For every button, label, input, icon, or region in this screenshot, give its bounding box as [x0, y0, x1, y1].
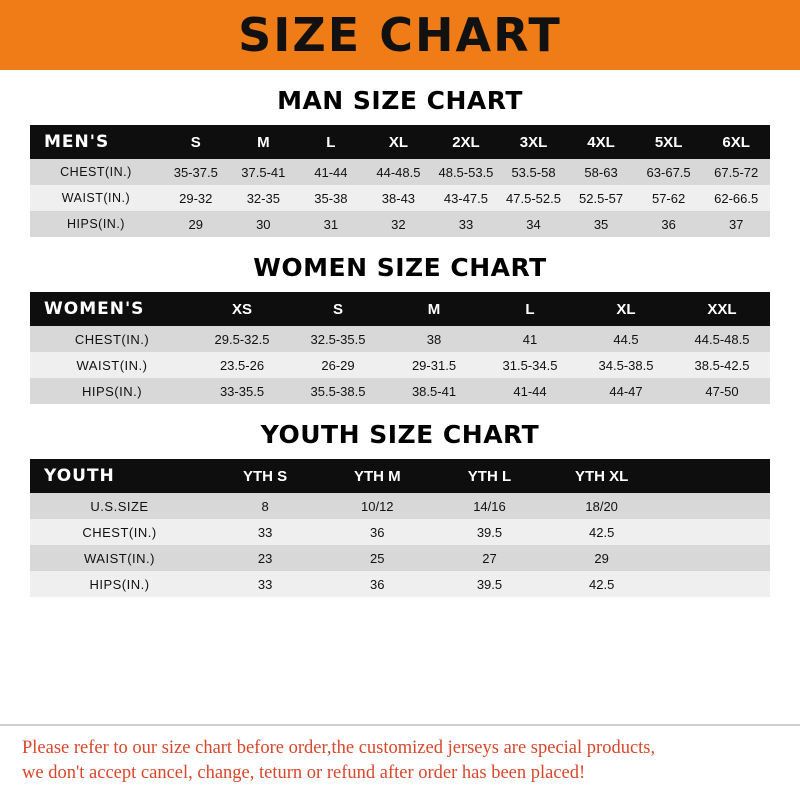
men-cell-0-5: 53.5-58: [500, 159, 568, 185]
youth-cell-0-4: [658, 493, 770, 519]
youth-row-1-label: CHEST(IN.): [30, 519, 209, 545]
youth-cell-2-4: [658, 545, 770, 571]
women-row-0-label: CHEST(IN.): [30, 326, 194, 352]
men-cell-0-1: 37.5-41: [230, 159, 298, 185]
women-cell-2-1: 35.5-38.5: [290, 378, 386, 404]
youth-col-1: YTH M: [321, 459, 433, 493]
table-row: [30, 211, 770, 237]
women-table-body: [30, 326, 770, 404]
youth-cell-0-3: 18/20: [546, 493, 658, 519]
youth-col-4: [658, 459, 770, 493]
youth-cell-0-1: 10/12: [321, 493, 433, 519]
men-cell-0-3: 44-48.5: [365, 159, 433, 185]
table-row: [30, 571, 770, 597]
women-cell-0-5: 44.5-48.5: [674, 326, 770, 352]
table-row: [30, 352, 770, 378]
table-header-row: [30, 459, 770, 493]
men-row-2-label: HIPS(IN.): [30, 211, 162, 237]
men-section-title: MAN SIZE CHART: [277, 86, 523, 115]
men-cell-2-5: 34: [500, 211, 568, 237]
women-cell-0-1: 32.5-35.5: [290, 326, 386, 352]
women-cell-2-5: 47-50: [674, 378, 770, 404]
women-col-3: L: [482, 292, 578, 326]
youth-cell-3-1: 36: [321, 571, 433, 597]
men-cell-0-8: 67.5-72: [702, 159, 770, 185]
women-col-1: S: [290, 292, 386, 326]
men-size-table: [30, 125, 770, 237]
women-table-head: [30, 292, 770, 326]
women-col-2: M: [386, 292, 482, 326]
men-col-3: XL: [365, 125, 433, 159]
youth-cell-1-4: [658, 519, 770, 545]
men-cell-2-3: 32: [365, 211, 433, 237]
women-cell-1-5: 38.5-42.5: [674, 352, 770, 378]
men-cell-1-0: 29-32: [162, 185, 230, 211]
youth-cell-1-0: 33: [209, 519, 321, 545]
footer-disclaimer: [0, 724, 800, 800]
youth-table-head: [30, 459, 770, 493]
youth-cell-1-2: 39.5: [433, 519, 545, 545]
men-cell-1-4: 43-47.5: [432, 185, 500, 211]
table-header-row: [30, 125, 770, 159]
women-cell-1-0: 23.5-26: [194, 352, 290, 378]
table-row: [30, 326, 770, 352]
men-cell-1-2: 35-38: [297, 185, 365, 211]
men-col-7: 5XL: [635, 125, 703, 159]
youth-row-3-label: HIPS(IN.): [30, 571, 209, 597]
table-row: [30, 519, 770, 545]
women-cell-1-4: 34.5-38.5: [578, 352, 674, 378]
youth-cell-0-2: 14/16: [433, 493, 545, 519]
men-cell-2-2: 31: [297, 211, 365, 237]
men-cell-1-3: 38-43: [365, 185, 433, 211]
men-cell-2-8: 37: [702, 211, 770, 237]
women-cell-1-3: 31.5-34.5: [482, 352, 578, 378]
youth-col-2: YTH L: [433, 459, 545, 493]
men-cell-2-6: 35: [567, 211, 635, 237]
men-header-label: MEN'S: [30, 125, 162, 159]
women-cell-2-4: 44-47: [578, 378, 674, 404]
women-cell-2-2: 38.5-41: [386, 378, 482, 404]
youth-cell-3-0: 33: [209, 571, 321, 597]
women-col-0: XS: [194, 292, 290, 326]
men-col-4: 2XL: [432, 125, 500, 159]
women-cell-0-0: 29.5-32.5: [194, 326, 290, 352]
women-cell-2-0: 33-35.5: [194, 378, 290, 404]
men-col-6: 4XL: [567, 125, 635, 159]
men-cell-0-7: 63-67.5: [635, 159, 703, 185]
men-cell-1-8: 62-66.5: [702, 185, 770, 211]
women-cell-1-2: 29-31.5: [386, 352, 482, 378]
table-row: [30, 493, 770, 519]
women-cell-1-1: 26-29: [290, 352, 386, 378]
table-row: [30, 378, 770, 404]
men-cell-2-0: 29: [162, 211, 230, 237]
youth-cell-3-3: 42.5: [546, 571, 658, 597]
youth-row-2-label: WAIST(IN.): [30, 545, 209, 571]
men-cell-0-4: 48.5-53.5: [432, 159, 500, 185]
women-cell-2-3: 41-44: [482, 378, 578, 404]
men-cell-0-6: 58-63: [567, 159, 635, 185]
men-cell-2-1: 30: [230, 211, 298, 237]
chart-content: [0, 70, 800, 724]
footer-line-2: we don't accept cancel, change, teturn or refund after order has been placed!: [22, 763, 586, 784]
men-cell-1-7: 57-62: [635, 185, 703, 211]
women-header-label: WOMEN'S: [30, 292, 194, 326]
women-cell-0-2: 38: [386, 326, 482, 352]
youth-size-table: [30, 459, 770, 597]
men-col-0: S: [162, 125, 230, 159]
table-row: [30, 185, 770, 211]
youth-col-3: YTH XL: [546, 459, 658, 493]
youth-cell-1-3: 42.5: [546, 519, 658, 545]
youth-table-body: [30, 493, 770, 597]
men-table-body: [30, 159, 770, 237]
youth-cell-0-0: 8: [209, 493, 321, 519]
men-cell-0-2: 41-44: [297, 159, 365, 185]
youth-col-0: YTH S: [209, 459, 321, 493]
men-cell-0-0: 35-37.5: [162, 159, 230, 185]
header-banner: [0, 0, 800, 70]
women-section-title: WOMEN SIZE CHART: [253, 253, 547, 282]
youth-section-title: YOUTH SIZE CHART: [260, 420, 540, 449]
women-size-table: [30, 292, 770, 404]
men-cell-1-1: 32-35: [230, 185, 298, 211]
men-col-5: 3XL: [500, 125, 568, 159]
men-cell-1-6: 52.5-57: [567, 185, 635, 211]
youth-cell-2-3: 29: [546, 545, 658, 571]
youth-cell-2-2: 27: [433, 545, 545, 571]
men-table-head: [30, 125, 770, 159]
footer-line-1: Please refer to our size chart before order,the customized jerseys are special products,: [22, 738, 656, 759]
youth-row-0-label: U.S.SIZE: [30, 493, 209, 519]
men-cell-2-4: 33: [432, 211, 500, 237]
men-col-1: M: [230, 125, 298, 159]
table-row: [30, 159, 770, 185]
women-cell-0-4: 44.5: [578, 326, 674, 352]
women-col-5: XXL: [674, 292, 770, 326]
men-col-8: 6XL: [702, 125, 770, 159]
youth-cell-3-4: [658, 571, 770, 597]
youth-cell-2-1: 25: [321, 545, 433, 571]
women-row-1-label: WAIST(IN.): [30, 352, 194, 378]
men-cell-1-5: 47.5-52.5: [500, 185, 568, 211]
men-row-1-label: WAIST(IN.): [30, 185, 162, 211]
men-cell-2-7: 36: [635, 211, 703, 237]
women-col-4: XL: [578, 292, 674, 326]
men-col-2: L: [297, 125, 365, 159]
youth-header-label: YOUTH: [30, 459, 209, 493]
youth-cell-1-1: 36: [321, 519, 433, 545]
youth-cell-2-0: 23: [209, 545, 321, 571]
women-row-2-label: HIPS(IN.): [30, 378, 194, 404]
women-cell-0-3: 41: [482, 326, 578, 352]
page-title: SIZE CHART: [238, 8, 562, 62]
table-row: [30, 545, 770, 571]
men-row-0-label: CHEST(IN.): [30, 159, 162, 185]
youth-cell-3-2: 39.5: [433, 571, 545, 597]
table-header-row: [30, 292, 770, 326]
